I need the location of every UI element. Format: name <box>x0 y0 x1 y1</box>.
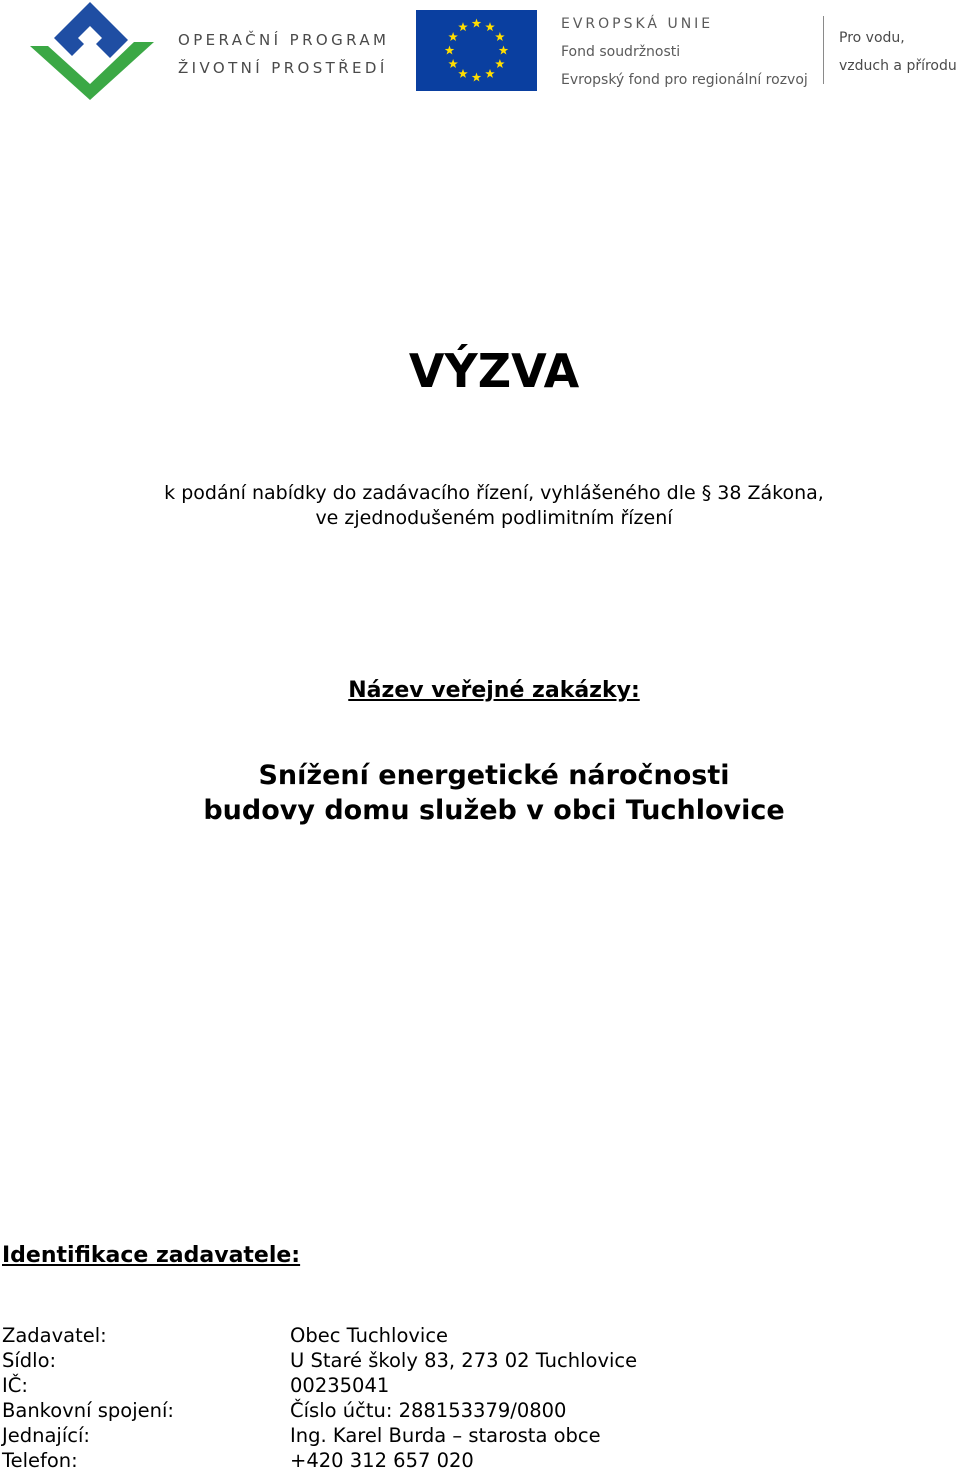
identification-label: Sídlo: <box>2 1349 57 1372</box>
document-subtitle <box>0 481 960 531</box>
subtitle-line1: k podání nabídky do zadávacího řízení, vyhlášeného dle § 38 Zákona, <box>164 482 824 504</box>
identification-value: Obec Tuchlovice <box>290 1324 449 1347</box>
contract-name-line1: Snížení energetické náročnosti <box>258 760 730 791</box>
eu-line3: Evropský fond pro regionální rozvoj <box>561 72 808 88</box>
opzp-wordmark <box>178 26 389 82</box>
eu-flag-icon <box>416 10 537 91</box>
identification-label: Telefon: <box>2 1449 78 1472</box>
contract-label: Název veřejné zakázky: <box>348 678 640 703</box>
opzp-line2: ŽIVOTNÍ PROSTŘEDÍ <box>178 59 388 77</box>
eu-line2: Fond soudržnosti <box>561 44 681 60</box>
identification-value: +420 312 657 020 <box>290 1449 474 1472</box>
identification-value: 00235041 <box>290 1374 390 1397</box>
header-divider <box>823 16 824 84</box>
identification-label: IČ: <box>2 1374 28 1397</box>
subtitle-line2: ve zjednodušeném podlimitním řízení <box>315 507 673 529</box>
slogan-line2: vzduch a přírodu <box>839 58 957 74</box>
slogan-line1: Pro vodu, <box>839 30 905 46</box>
eu-wordmark <box>561 10 808 94</box>
identification-value: Číslo účtu: 288153379/0800 <box>290 1399 567 1422</box>
identification-label: Jednající: <box>2 1424 90 1447</box>
identification-label: Zadavatel: <box>2 1324 107 1347</box>
identification-value: U Staré školy 83, 273 02 Tuchlovice <box>290 1349 638 1372</box>
document-title: VÝZVA <box>408 344 580 398</box>
contract-name <box>0 758 960 828</box>
eu-line1: EVROPSKÁ UNIE <box>561 16 714 32</box>
slogan <box>839 24 957 80</box>
identification-value: Ing. Karel Burda – starosta obce <box>290 1424 601 1447</box>
contract-name-line2: budovy domu služeb v obci Tuchlovice <box>203 795 785 826</box>
identification-heading: Identifikace zadavatele: <box>2 1243 301 1268</box>
opzp-logo-icon <box>28 0 158 100</box>
opzp-line1: OPERAČNÍ PROGRAM <box>178 31 390 49</box>
identification-label: Bankovní spojení: <box>2 1399 174 1422</box>
